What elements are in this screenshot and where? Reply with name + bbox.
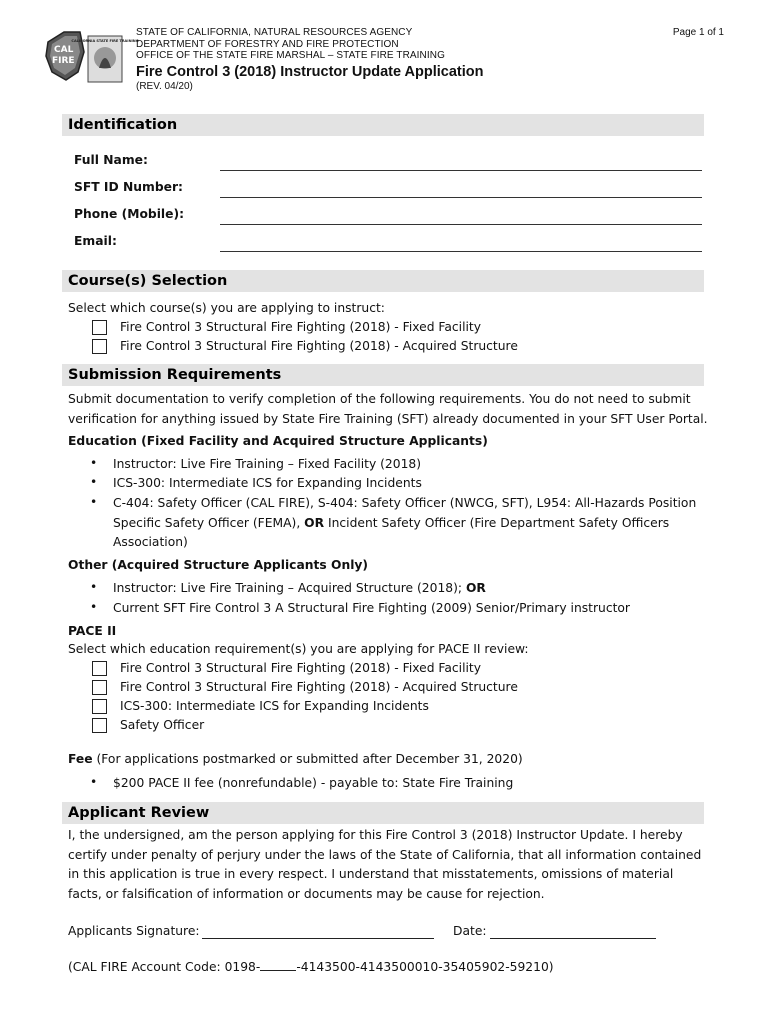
- bullet-icon: •: [90, 580, 98, 594]
- bullet-icon: •: [90, 775, 98, 789]
- review-line: in this application is true in every respect. I understand that misstatements, omissions of material: [68, 867, 674, 882]
- fee-note: (For applications postmarked or submitted after December 31, 2020): [92, 752, 523, 766]
- section-identification-heading: Identification: [62, 114, 704, 136]
- other-item: Current SFT Fire Control 3 A Structural Fire Fighting (2009) Senior/Primary instructor: [113, 601, 630, 615]
- pace-intro: Select which education requirement(s) you are applying for PACE II review:: [68, 642, 529, 656]
- logo-text-cal: CAL: [54, 45, 74, 55]
- phone-field[interactable]: [220, 224, 702, 225]
- account-code-blank-field[interactable]: [260, 958, 296, 971]
- logo-text-training: CALIFORNIA STATE FIRE TRAINING: [71, 39, 139, 43]
- review-line: facts, or falsification of information or documents may be cause for rejection.: [68, 886, 545, 901]
- signature-label: Applicants Signature:: [68, 924, 200, 938]
- cal-fire-logo: [44, 28, 139, 90]
- education-item: ICS-300: Intermediate ICS for Expanding Incidents: [113, 476, 422, 490]
- bullet-icon: •: [90, 600, 98, 614]
- document-title: Fire Control 3 (2018) Instructor Update Application: [136, 64, 484, 80]
- phone-label: Phone (Mobile):: [74, 207, 185, 221]
- pace-heading: PACE II: [68, 624, 117, 638]
- section-requirements-heading: Submission Requirements: [62, 364, 704, 386]
- agency-line: STATE OF CALIFORNIA, NATURAL RESOURCES AGENCY: [136, 27, 413, 38]
- bullet-icon: •: [90, 475, 98, 489]
- bullet-icon: •: [90, 495, 98, 509]
- text-span: Specific Safety Officer (FEMA),: [113, 515, 305, 530]
- or-emphasis: OR: [465, 581, 486, 595]
- pace-fixed-facility-checkbox[interactable]: [92, 661, 107, 676]
- course-fixed-facility-checkbox[interactable]: [92, 320, 107, 335]
- date-field[interactable]: [490, 938, 656, 939]
- education-item: [113, 494, 703, 553]
- fee-line: [68, 750, 523, 770]
- education-item: Instructor: Live Fire Training – Fixed Facility (2018): [113, 457, 422, 471]
- signature-field[interactable]: [202, 938, 434, 939]
- text-span: Instructor: Live Fire Training – Acquired Structure (2018);: [113, 581, 466, 595]
- pace-ics300-checkbox[interactable]: [92, 699, 107, 714]
- agency-line: OFFICE OF THE STATE FIRE MARSHAL – STATE FIRE TRAINING: [136, 50, 445, 61]
- date-label: Date:: [453, 924, 487, 938]
- other-heading: Other (Acquired Structure Applicants Only): [68, 558, 369, 572]
- agency-block: [136, 27, 445, 62]
- pace-acquired-structure-checkbox[interactable]: [92, 680, 107, 695]
- pace-option-label: Fire Control 3 Structural Fire Fighting (2018) - Fixed Facility: [120, 661, 482, 675]
- agency-line: DEPARTMENT OF FORESTRY AND FIRE PROTECTION: [136, 38, 399, 50]
- requirements-intro: [68, 390, 708, 429]
- bullet-icon: •: [90, 456, 98, 470]
- course-option-label: Fire Control 3 Structural Fire Fighting (2018) - Fixed Facility: [120, 320, 482, 334]
- education-heading: Education (Fixed Facility and Acquired Structure Applicants): [68, 434, 488, 448]
- or-emphasis: OR: [304, 515, 325, 530]
- pace-option-label: ICS-300: Intermediate ICS for Expanding Incidents: [120, 699, 429, 713]
- review-paragraph: [68, 826, 708, 904]
- education-item-line: [113, 514, 703, 534]
- email-label: Email:: [74, 234, 117, 248]
- other-item: [113, 579, 486, 599]
- pace-option-label: Safety Officer: [120, 718, 205, 732]
- review-line: I, the undersigned, am the person applying for this Fire Control 3 (2018) Instructor Update. I hereby: [68, 828, 683, 842]
- account-code-prefix: (CAL FIRE Account Code: 0198-: [68, 960, 261, 974]
- course-acquired-structure-checkbox[interactable]: [92, 339, 107, 354]
- email-field[interactable]: [220, 251, 702, 252]
- revision-date: (REV. 04/20): [136, 81, 193, 92]
- sft-id-label: SFT ID Number:: [74, 180, 183, 194]
- sft-id-field[interactable]: [220, 197, 702, 198]
- page-number: Page 1 of 1: [672, 27, 724, 38]
- text-span: Incident Safety Officer (Fire Department Safety Officers: [324, 515, 670, 530]
- section-review-heading: Applicant Review: [62, 802, 704, 824]
- full-name-field[interactable]: [220, 170, 702, 171]
- requirements-intro-line: verification for anything issued by State Fire Training (SFT) already documented in your SFT User Portal.: [68, 411, 708, 426]
- courses-intro: Select which course(s) you are applying to instruct:: [68, 301, 385, 315]
- logo-text-fire: FIRE: [52, 56, 75, 66]
- pace-safety-officer-checkbox[interactable]: [92, 718, 107, 733]
- review-line: certify under penalty of perjury under the laws of the State of California, that all information contained: [68, 847, 702, 862]
- fee-label: Fee: [68, 752, 93, 766]
- section-courses-heading: Course(s) Selection: [62, 270, 704, 292]
- requirements-intro-line: Submit documentation to verify completion of the following requirements. You do not need to submit: [68, 392, 691, 406]
- pace-option-label: Fire Control 3 Structural Fire Fighting (2018) - Acquired Structure: [120, 680, 518, 694]
- education-item-line: C-404: Safety Officer (CAL FIRE), S-404: Safety Officer (NWCG, SFT), L954: All-Hazards Position: [113, 496, 697, 510]
- fee-item: $200 PACE II fee (nonrefundable) - payable to: State Fire Training: [113, 776, 514, 790]
- account-code-suffix: -4143500-4143500010-35405902-59210): [296, 960, 554, 974]
- full-name-label: Full Name:: [74, 153, 148, 167]
- education-item-line: Association): [113, 535, 188, 549]
- course-option-label: Fire Control 3 Structural Fire Fighting (2018) - Acquired Structure: [120, 339, 518, 353]
- account-code: [68, 958, 554, 978]
